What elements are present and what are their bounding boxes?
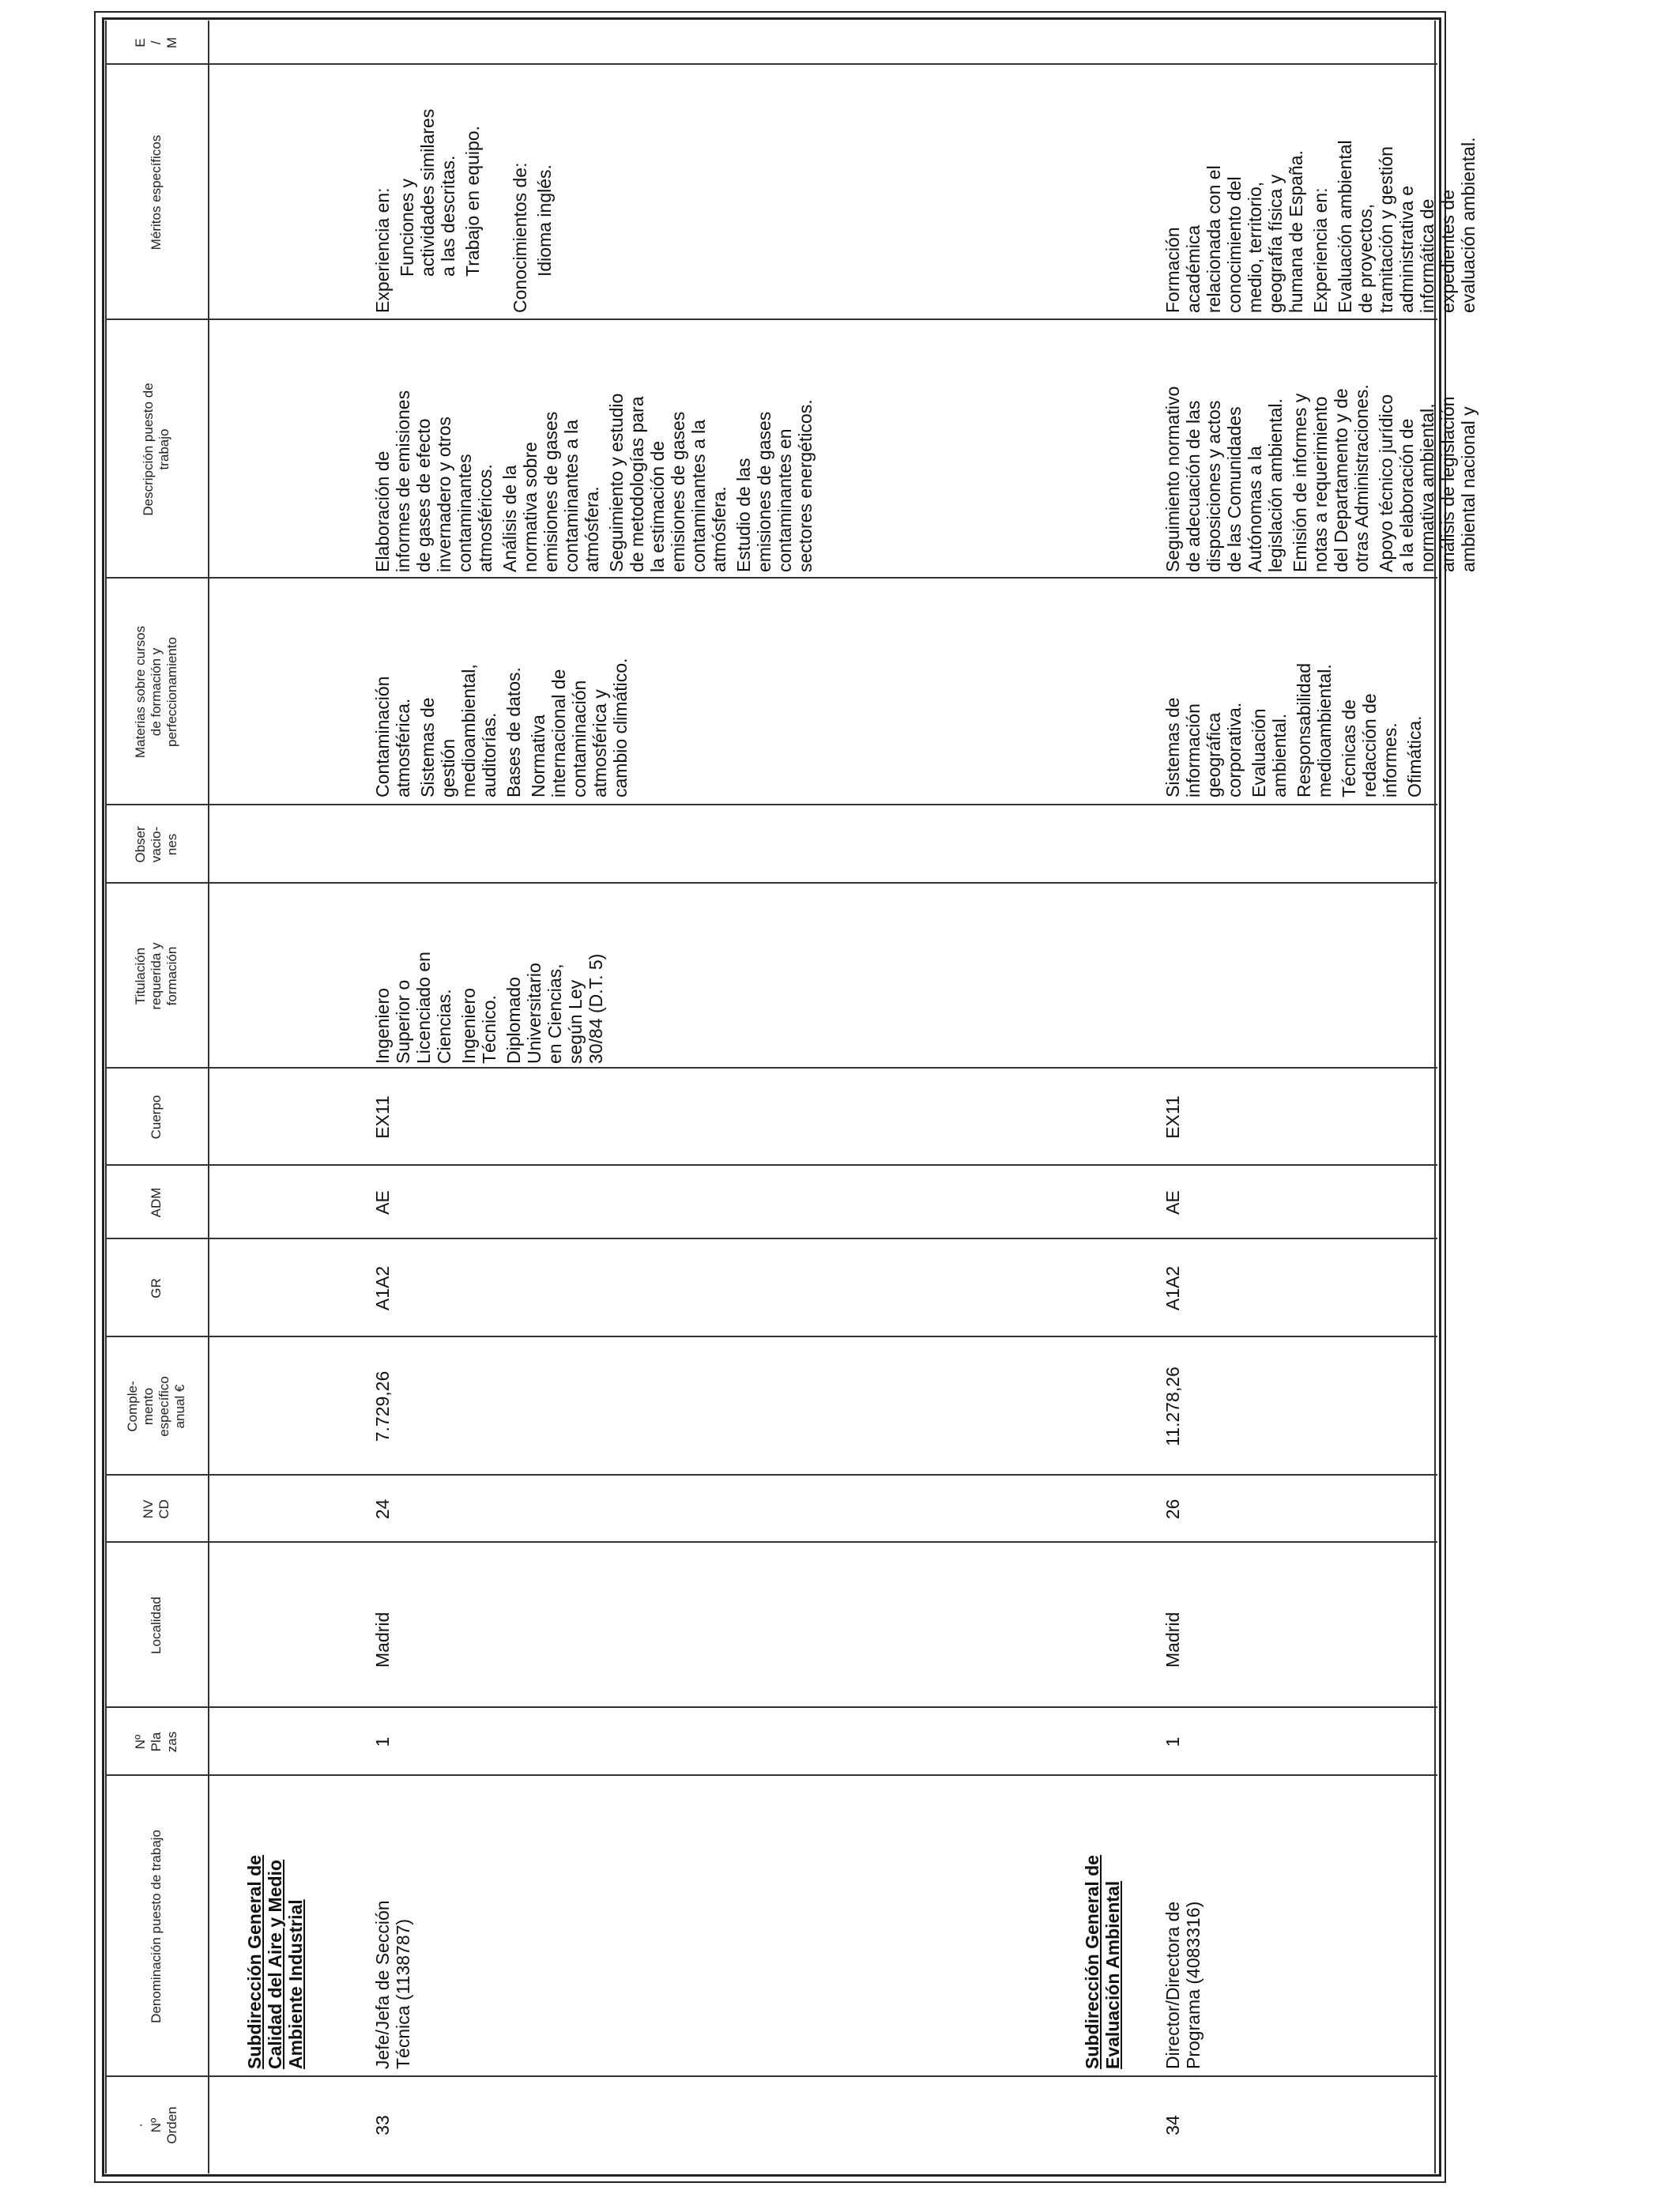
orden-value: 33 bbox=[372, 2115, 393, 2136]
merito-item: Experiencia en: bbox=[372, 187, 393, 313]
header-cuerpo: Cuerpo bbox=[149, 1095, 164, 1140]
materia-item: Responsabilidad medioambiental. bbox=[1294, 662, 1335, 797]
descripcion-item: Seguimiento normativo de adecuación de las disposiciones y actos de las Comunidades Autónomas a la legislación ambiental. bbox=[1162, 386, 1286, 572]
cuerpo-value: EX11 bbox=[372, 1095, 393, 1139]
header-bottom-rule bbox=[208, 21, 209, 2173]
materia-item: Contaminación atmosférica. bbox=[372, 676, 413, 797]
subdireccion-heading: Subdirección General de Calidad del Aire y Medio Ambiente Industrial bbox=[244, 1855, 306, 2069]
merito-item: Evaluación ambiental de proyectos, tramitación y gestión administrativa e informática de expedientes de evaluación ambiental. bbox=[1335, 137, 1478, 313]
nivel-value: 24 bbox=[372, 1498, 393, 1520]
header-materias: Materias sobre cursos de formación y perfeccionamiento bbox=[133, 625, 179, 759]
materia-item: Normativa internacional de contaminación atmosférica y cambio climático. bbox=[528, 658, 631, 797]
grupo-value: A1A2 bbox=[372, 1265, 393, 1311]
col-sep-1 bbox=[105, 2075, 1437, 2077]
col-sep-14 bbox=[105, 63, 1437, 65]
merito-item: Formación académica relacionada con el conocimiento del medio, territorio, geografía física y humana de España. bbox=[1162, 150, 1306, 313]
header-localidad: Localidad bbox=[149, 1596, 164, 1654]
col-sep-11 bbox=[105, 804, 1437, 805]
meritos-list bbox=[372, 66, 559, 313]
descripcion-item: Elaboración de informes de emisiones de gases de efecto invernadero y otros contaminantes atmosféricos. bbox=[372, 390, 495, 572]
descripcion-item: Apoyo técnico jurídico a la elaboración de normativa ambiental, análisis de legislación ambiental nacional y bbox=[1376, 394, 1478, 572]
col-sep-2 bbox=[105, 1774, 1437, 1776]
col-sep-10 bbox=[105, 882, 1437, 884]
materia-item: Evaluación ambiental. bbox=[1249, 708, 1290, 797]
header-adm: ADM bbox=[149, 1187, 164, 1218]
col-sep-3 bbox=[105, 1706, 1437, 1708]
plazas-value: 1 bbox=[1162, 1736, 1183, 1747]
meritos-list bbox=[1162, 66, 1478, 313]
subdireccion-heading: Subdirección General de Evaluación Ambiental bbox=[1082, 1855, 1123, 2069]
col-sep-4 bbox=[105, 1541, 1437, 1543]
descripcion-item: Emisión de informes y notas a requerimiento del Departamento y de otras Administraciones. bbox=[1290, 384, 1372, 572]
header-meritos: Méritos específicos bbox=[149, 134, 164, 251]
localidad-value: Madrid bbox=[1162, 1612, 1183, 1668]
materia-item: Bases de datos. bbox=[503, 667, 524, 797]
merito-item: Idioma inglés. bbox=[534, 164, 555, 277]
header-orden: · Nº Orden bbox=[133, 2106, 179, 2144]
grupo-value: A1A2 bbox=[1162, 1265, 1183, 1311]
titulacion-item: Ingeniero Técnico. bbox=[458, 988, 499, 1064]
header-observaciones: Obser vacio- nes bbox=[133, 826, 179, 863]
merito-item: Conocimientos de: bbox=[510, 162, 530, 313]
header-em: E / M bbox=[133, 36, 179, 49]
complemento-value: 11.278,26 bbox=[1162, 1367, 1183, 1446]
titulacion-item: Diplomado Universitario en Ciencias, según Ley 30/84 (D.T. 5) bbox=[503, 953, 606, 1064]
cuerpo-value: EX11 bbox=[1162, 1095, 1183, 1139]
materia-item: Técnicas de redacción de informes. bbox=[1339, 693, 1400, 797]
header-plazas: Nº Pla zas bbox=[133, 1731, 179, 1753]
header-nivel: NV CD bbox=[141, 1499, 171, 1519]
titulacion-list bbox=[372, 885, 610, 1064]
adm-value: AE bbox=[372, 1190, 393, 1215]
col-sep-8 bbox=[105, 1164, 1437, 1166]
header-grupo: GR bbox=[149, 1278, 164, 1299]
rotated-table bbox=[105, 21, 1478, 2173]
materias-list bbox=[372, 581, 635, 797]
col-sep-13 bbox=[105, 319, 1437, 320]
col-sep-7 bbox=[105, 1238, 1437, 1239]
titulacion-item: Ingeniero Superior o Licenciado en Ciencias. bbox=[372, 952, 454, 1064]
header-descripcion: Descripción puesto de trabajo bbox=[141, 383, 171, 516]
descripcion-list bbox=[372, 321, 819, 572]
descripcion-item: Seguimiento y estudio de metodologías para la estimación de emisiones de gases contaminantes a la atmósfera. bbox=[606, 393, 729, 572]
denominacion-value: Director/Directora de Programa (4083316) bbox=[1162, 1901, 1203, 2069]
localidad-value: Madrid bbox=[372, 1612, 393, 1668]
descripcion-item: Estudio de las emisiones de gases contaminantes en sectores energéticos. bbox=[733, 399, 816, 572]
complemento-value: 7.729,26 bbox=[372, 1370, 393, 1442]
materia-item: Sistemas de información geográfica corporativa. bbox=[1162, 697, 1245, 797]
header-denominacion: Denominación puesto de trabajo bbox=[149, 1830, 164, 2023]
merito-item: Funciones y actividades similares a las descritas. bbox=[397, 108, 458, 277]
plazas-value: 1 bbox=[372, 1736, 393, 1747]
denominacion-value: Jefe/Jefa de Sección Técnica (1138787) bbox=[372, 1900, 413, 2069]
materia-item: Sistemas de gestión medioambiental, auditorías. bbox=[417, 664, 499, 797]
materias-list bbox=[1162, 581, 1429, 797]
header-complemento: Comple- mento específico anual € bbox=[125, 1376, 187, 1437]
orden-value: 34 bbox=[1162, 2115, 1183, 2136]
nivel-value: 26 bbox=[1162, 1498, 1183, 1520]
col-sep-9 bbox=[105, 1067, 1437, 1069]
merito-item: Trabajo en equipo. bbox=[462, 126, 483, 277]
col-sep-6 bbox=[105, 1336, 1437, 1337]
header-titulacion: Titulación requerida y formación bbox=[133, 942, 179, 1010]
materia-item: Ofimática. bbox=[1404, 715, 1425, 797]
merito-item: Experiencia en: bbox=[1310, 187, 1331, 313]
col-sep-12 bbox=[105, 577, 1437, 579]
descripcion-item: Análisis de la normativa sobre emisiones de gases contaminantes a la atmósfera. bbox=[499, 411, 602, 572]
descripcion-list bbox=[1162, 321, 1478, 572]
adm-value: AE bbox=[1162, 1190, 1183, 1215]
col-sep-5 bbox=[105, 1474, 1437, 1476]
